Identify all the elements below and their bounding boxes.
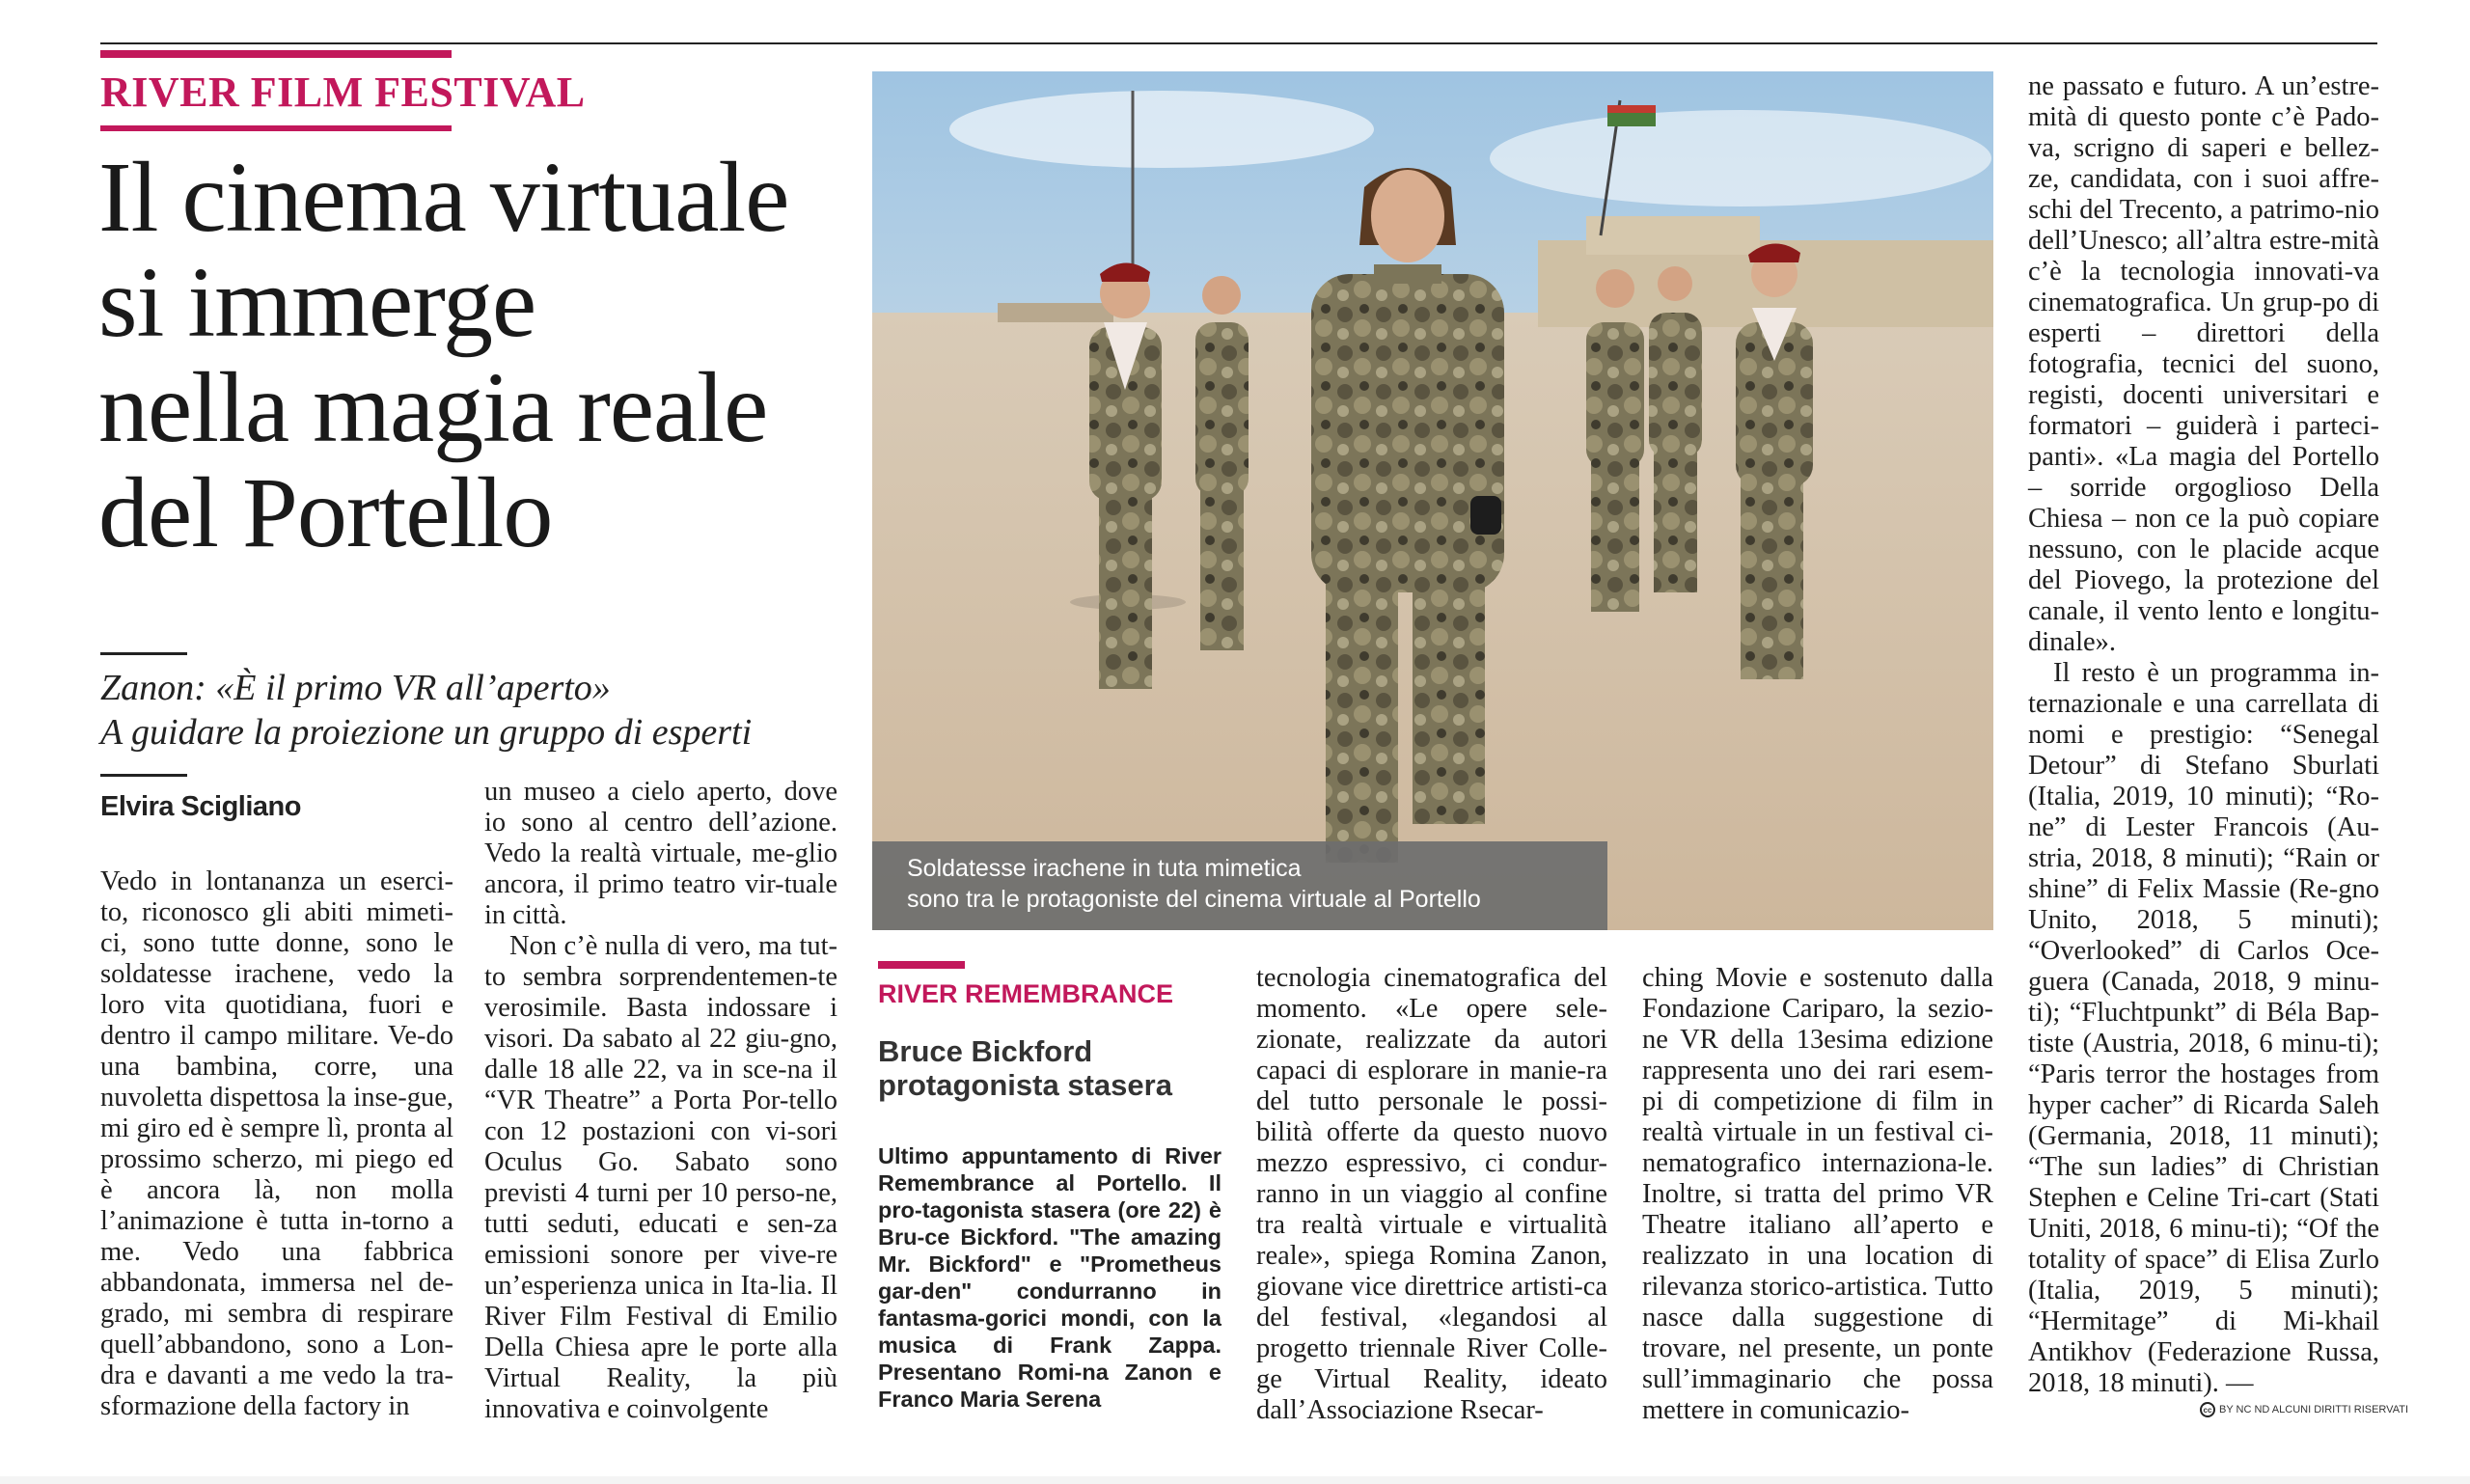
body-column-1 [100,866,453,1422]
text-line: Russa, 2018, 18 minuti). — [2028,1337,2380,1398]
byline-rule [100,774,187,777]
text-line: torno a me. Vedo una fabbrica [100,1206,453,1267]
body-column-4 [1642,963,1993,1426]
text-line: registi, docenti universitari e [2028,380,2379,410]
text-line: Non c’è nulla di vero, ma tut- [509,931,837,961]
text-line: previsti 4 turni per 10 perso- [484,1178,805,1208]
text-line: Vedo la realtà virtuale, me- [484,838,795,868]
text-line: cart (Stati Uniti, 2018, 6 minu- [2028,1183,2379,1244]
sidebar-title-line: Bruce Bickford [878,1034,1093,1068]
body-column-3 [1256,963,1607,1426]
text-line: va cinematografica. Un grup- [2028,257,2379,317]
text-line: realtà virtuale in un festival ci- [1642,1117,1993,1147]
text-line: gorici mondi, con la musica di [878,1305,1221,1358]
text-line: capaci di esplorare in manie- [1256,1056,1586,1086]
text-line: i visori. Da sabato al 22 giu- [484,993,838,1054]
text-line: na Zanon e Franco Maria Serena [878,1360,1222,1412]
text-line: schi del Trecento, a patrimo- [2028,195,2345,225]
body-column-5 [2028,71,2379,1399]
text-line: do una bambina, corre, una [100,1021,453,1082]
text-line: ne, tutti seduti, educati e sen- [484,1178,837,1239]
text-line: ti); “Of the totality of space” [2028,1214,2379,1275]
text-line: panti». «La magia del Portello [2028,442,2379,472]
text-line: Christian Stephen e Celine Tri- [2028,1152,2379,1213]
headline-line: Il cinema virtuale [98,142,789,253]
text-line: gno, dalle 18 alle 22, va in sce- [484,1024,837,1085]
text-line: re un’esperienza unica in Ita- [484,1240,837,1301]
text-line: minuti); “Hermitage” di Mi- [2028,1276,2379,1336]
text-line: po di esperti – direttori della [2028,288,2380,348]
headline-line: del Portello [98,457,553,568]
text-line: tecnologia cinematografica [1256,963,1561,993]
text-line: to sembra sorprendentemen- [484,962,818,992]
sidebar-title [878,1034,1235,1102]
subhead-line: A guidare la proiezione un gruppo di esperti [100,712,753,753]
text-line: di Elisa Zurlo (Italia, 2019, 5 [2028,1245,2379,1305]
photo-soldiers [872,71,1993,930]
text-line: va, scrigno di saperi e bellez- [2028,133,2379,163]
text-line: del momento. «Le opere sele- [1256,963,1607,1024]
headline [98,142,861,568]
text-line: abbandonata, immersa nel de- [100,1268,453,1298]
text-line: guera (Canada, 2018, 9 minu- [2028,967,2379,997]
text-line: nematografico internaziona- [1642,1148,1967,1178]
sidebar-body [878,1142,1221,1413]
text-line: tiste (Austria, 2018, 6 minu- [2028,1029,2347,1058]
text-line: e realizzato in una location di [1642,1210,1993,1271]
text-line: formatori – guiderà i parteci- [2028,411,2379,441]
subhead-line: Zanon: «È il primo VR all’aperto» [100,668,611,708]
text-line: ti); “Fluchtpunkt” di Béla Bap- [2028,998,2379,1028]
text-line: rappresenta uno dei rari esem- [1642,1056,1993,1086]
text-line: tagonista stasera (ore 22) è Bru- [878,1197,1221,1250]
text-line: nio dell’Unesco; all’altra estre- [2028,195,2379,256]
kicker-bar [100,50,452,58]
text-line: Saleh (Germania, 2018, 11 [2028,1090,2379,1151]
text-line: di trovare, nel presente, un [1642,1303,1993,1363]
text-line: nuvoletta dispettosa la inse- [100,1083,407,1113]
text-line: ca del festival, «legandosi al [1256,1272,1607,1333]
text-line: zionate, realizzate da autori [1256,1025,1607,1055]
text-line: ne” di Lester Francois (Au- [2028,812,2379,842]
text-line: minuti); “The sun ladies” di [2028,1121,2379,1182]
text-line: sformazione della factory in [100,1391,410,1421]
text-line: mità c’è la tecnologia innovati- [2028,226,2379,287]
text-line: giovane vice direttrice artisti- [1256,1272,1583,1302]
kicker-underline [100,125,452,131]
text-line: te verosimile. Basta indossare [484,962,837,1023]
text-line: sori Oculus Go. Sabato sono [484,1116,837,1177]
text-line: possa mettere in comunicazio- [1642,1364,1993,1425]
text-line: VR Theatre italiano all’aperto [1642,1179,1993,1240]
copyright-notice [2200,1402,2408,1417]
caption-line: sono tra le protagoniste del cinema virtuale al Portello [907,886,1481,913]
text-line: le. Inoltre, si tratta del primo [1642,1148,1993,1209]
text-line: del Piovego, la protezione del [2028,565,2379,595]
text-line: ze, candidata, con i suoi affre- [2028,164,2379,194]
text-line: za emissioni sonore per vive- [484,1209,837,1270]
text-line: canale, il vento lento e longitu- [2028,596,2379,626]
text-line: pi di competizione di film in [1642,1086,1993,1116]
text-line: un museo a cielo aperto, dove [484,777,837,807]
text-line: glio ancora, il primo teatro vir- [484,838,837,899]
text-line: tello con 12 postazioni con vi- [484,1086,837,1146]
text-line: ti); “Paris terror the hostages [2028,1029,2379,1089]
text-line: Bickford" e "Prometheus gar- [878,1251,1221,1304]
text-line: ponte sull’immaginario che [1642,1333,1994,1394]
bottom-strip [0,1476,2470,1484]
text-line: nessuno, con le placide acque [2028,535,2379,564]
creative-commons-icon: cc [2200,1402,2215,1417]
headline-line: nella magia reale [98,352,768,463]
section-kicker: RIVER FILM FESTIVAL [100,69,586,116]
text-line: tra realtà virtuale e virtualità [1256,1210,1607,1240]
text-line: bilità offerte da questo nuovo [1256,1117,1607,1147]
text-line: dentro il campo militare. Ve- [100,1021,426,1051]
text-line: ge Virtual Reality, ideato [1256,1364,1607,1394]
text-line: ne VR della 13esima edizione [1642,1025,1993,1055]
text-line: rilevanza storico-artistica. [1642,1272,1929,1302]
text-line: Remembrance al Portello. Il pro- [878,1170,1221,1223]
subhead [100,666,853,755]
copyright-text: BY NC ND ALCUNI DIRITTI RISERVATI [2219,1404,2408,1415]
text-line: ci, sono tutte donne, sono le [100,928,453,958]
text-line: io sono al centro dell’azione. [484,808,837,838]
text-line: dall’Associazione Rsecar- [1256,1395,1544,1425]
text-line: ce Bickford. "The amazing Mr. [878,1224,1221,1277]
photo-illustration [872,71,1993,930]
text-line: na il “VR Theatre” a Porta Por- [484,1055,837,1115]
text-line: loro vita quotidiana, fuori e [100,990,453,1020]
text-line: Frank Zappa. Presentano Romi- [878,1333,1221,1385]
text-line: Fondazione Cariparo, la sezio- [1642,994,1993,1024]
text-line: ranno in un viaggio al confine [1256,1179,1607,1209]
text-line: Vedo in lontananza un eserci- [100,866,453,896]
caption-line: Soldatesse irachene in tuta mimetica [907,855,1302,882]
text-line: pronta al prossimo scherzo, [100,1113,453,1174]
text-line: or shine” di Felix Massie (Re- [2028,843,2379,904]
text-line: soldatesse irachene, vedo la [100,959,453,989]
subhead-rule [100,652,187,655]
text-line: progetto triennale River Colle- [1256,1333,1607,1363]
text-line: grado, mi sembra di respirare [100,1299,453,1329]
text-line: ne passato e futuro. A un’estre- [2028,71,2379,101]
photo-caption [872,841,1607,930]
text-line: mezzo espressivo, ci condur- [1256,1148,1607,1178]
text-line: gno Unito, 2018, 5 minuti); [2028,874,2379,935]
text-line: porte alla Virtual Reality, la [484,1333,837,1393]
text-line: den" condurranno in fantasma- [878,1278,1221,1331]
text-line: ternazionale e una carrellata [2028,689,2348,719]
text-line: mità di questo ponte c’è Pado- [2028,102,2379,132]
text-line: – sorride orgoglioso Della [2028,473,2379,503]
text-line: gue, mi giro ed è sempre lì, [100,1083,453,1143]
text-line: “Overlooked” di Carlos Oce- [2028,936,2379,966]
text-line: dra e davanti a me vedo la tra- [100,1360,453,1390]
text-line: dinale». [2028,627,2117,657]
text-line: ching Movie e sostenuto dalla [1642,963,1993,993]
text-line: molla l’animazione è tutta in- [100,1175,453,1236]
text-line: tuale in città. [484,869,837,930]
text-line: Detour” di Stefano Sburlati [2028,751,2379,781]
text-line: (Italia, 2019, 10 minuti); “Ro- [2028,782,2379,811]
sidebar-title-line: protagonista stasera [878,1068,1172,1102]
text-line: reale», spiega Romina Zanon, [1256,1241,1607,1271]
sidebar-kicker-bar [878,961,965,969]
text-line: khail Antikhov (Federazione [2028,1306,2379,1367]
text-line: fotografia, tecnici del suono, [2028,349,2379,379]
top-rule [100,42,2377,44]
text-line: di nomi e prestigio: “Senegal [2028,689,2379,750]
text-line: Tutto nasce dalla suggestione [1642,1272,1993,1333]
text-line: lia. Il River Film Festival di [484,1271,837,1332]
text-line: mi piego ed è ancora là, non [100,1144,453,1205]
headline-line: si immerge [98,247,536,358]
body-column-2 [484,777,837,1425]
text-line: to, riconosco gli abiti mimeti- [100,897,453,927]
sidebar-kicker: RIVER REMEMBRANCE [878,979,1174,1008]
text-line: from hyper cacher” di Ricarda [2028,1059,2379,1120]
text-line: Il resto è un programma in- [2053,658,2379,688]
text-line: quell’abbandono, sono a Lon- [100,1330,453,1360]
text-line: Ultimo appuntamento di River [878,1143,1221,1168]
text-line: ra del tutto personale le possi- [1256,1056,1607,1116]
text-line: Chiesa – non ce la può copiare [2028,504,2379,534]
text-line: più innovativa e coinvolgente [484,1363,837,1424]
text-line: Emilio Della Chiesa apre le [484,1302,837,1362]
byline: Elvira Scigliano [100,791,301,822]
text-line: stria, 2018, 8 minuti); “Rain [2028,843,2347,873]
